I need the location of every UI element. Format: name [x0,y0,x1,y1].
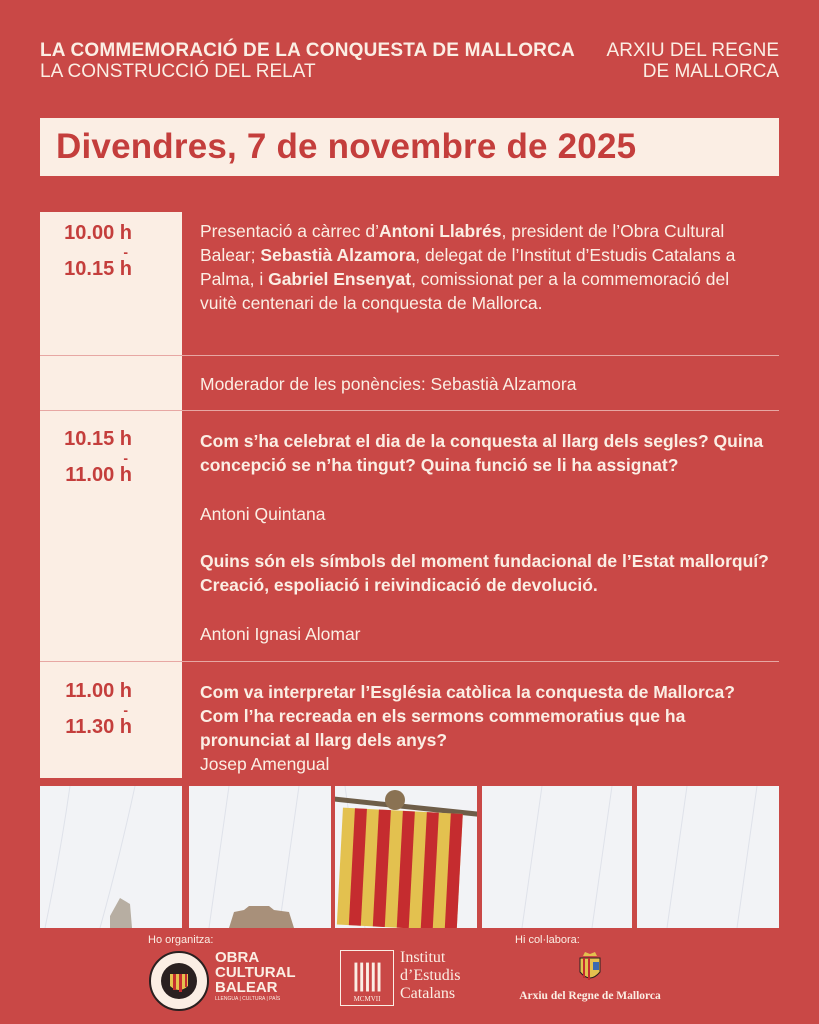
talk-speaker: Antoni Ignasi Alomar [200,624,361,644]
coat-of-arms-icon [575,950,605,986]
row-separator [40,661,779,662]
end-time: 10.15 h [64,258,132,280]
speaker-name: Antoni Llabrés [378,221,502,241]
row-separator [40,355,779,356]
time-dash: - [123,450,128,466]
time-dash: - [123,702,128,718]
end-time: 11.30 h [65,716,132,738]
photo-flag [335,786,477,928]
collaborator-label: Hi col·labora: [515,934,580,946]
end-time: 11.00 h [65,464,132,486]
organization-line-2: DE MALLORCA [642,61,779,82]
ocb-name-line: BALEAR [215,979,278,996]
arxiu-logo-text: Arxiu del Regne de Mallorca [519,990,661,1002]
talk-title: Com s’ha celebrat el dia de la conquesta al llarg dels segles? Quina concepció se n’ha tingut? Quina funció se li ha assignat? [200,431,764,475]
ocb-tagline: LLENGUA | CULTURA | PAÍS [215,996,281,1002]
talk-title: Com va interpretar l’Església catòlica la conquesta de Mallorca? Com l’ha recreada en els sermons commemoratius que ha pronunciat al llarg dels anys? [200,682,735,750]
speaker-name: Gabriel Ensenyat [268,269,412,289]
photo-sky [482,786,632,928]
iec-seal-year: MCMVII [353,995,381,1003]
organizer-label: Ho organitza: [148,934,214,946]
time-dash: - [123,244,128,260]
start-time: 10.15 h [64,428,132,450]
header-organization [607,40,779,82]
iec-name-line: Institut [400,949,446,966]
talk-speaker: Josep Amengual [200,754,330,774]
talk-title: Quins són els símbols del moment fundacional de l’Estat mallorquí? Creació, espoliació i reivindicació de devolució. [200,551,769,595]
event-subtitle: LA CONSTRUCCIÓ DEL RELAT [40,61,316,82]
event-title: LA COMMEMORACIÓ DE LA CONQUESTA DE MALLORCA [40,40,575,61]
iec-logo-text [400,949,460,1003]
photo-sky [637,786,779,928]
talk-speaker: Antoni Quintana [200,504,326,524]
photo-strip [40,786,779,928]
photo-sky [40,786,182,928]
ocb-name-line: OBRA [215,949,260,966]
start-time: 11.00 h [65,680,132,702]
row-separator [40,410,779,411]
ocb-seal-icon [148,950,210,1012]
ocb-logo-text [215,950,296,1003]
speaker-name: Sebastià Alzamora [260,245,416,265]
session-1-text: Presentació a càrrec d’Antoni Llabrés, president de l’Obra Cultural Balear; Sebastià Alzamora, delegat de l’Institut d’Estudis Catalans a Palma, i Gabriel Ensenyat, comissionat per a la commemoració del vuitè centenari de la conquesta de Mallorca. [200,221,736,313]
event-date: Divendres, 7 de novembre de 2025 [56,127,637,166]
iec-name-line: d’Estudis [400,967,461,984]
header-left [40,40,575,82]
organization-line-1: ARXIU DEL REGNE [606,40,779,61]
moderator-text: Moderador de les ponències: Sebastià Alzamora [200,374,577,394]
iec-seal-icon [340,950,394,1006]
ocb-name-line: CULTURAL [215,964,296,981]
iec-name-line: Catalans [400,985,456,1002]
date-banner [40,118,779,176]
photo-building [189,786,331,928]
start-time: 10.00 h [64,222,132,244]
